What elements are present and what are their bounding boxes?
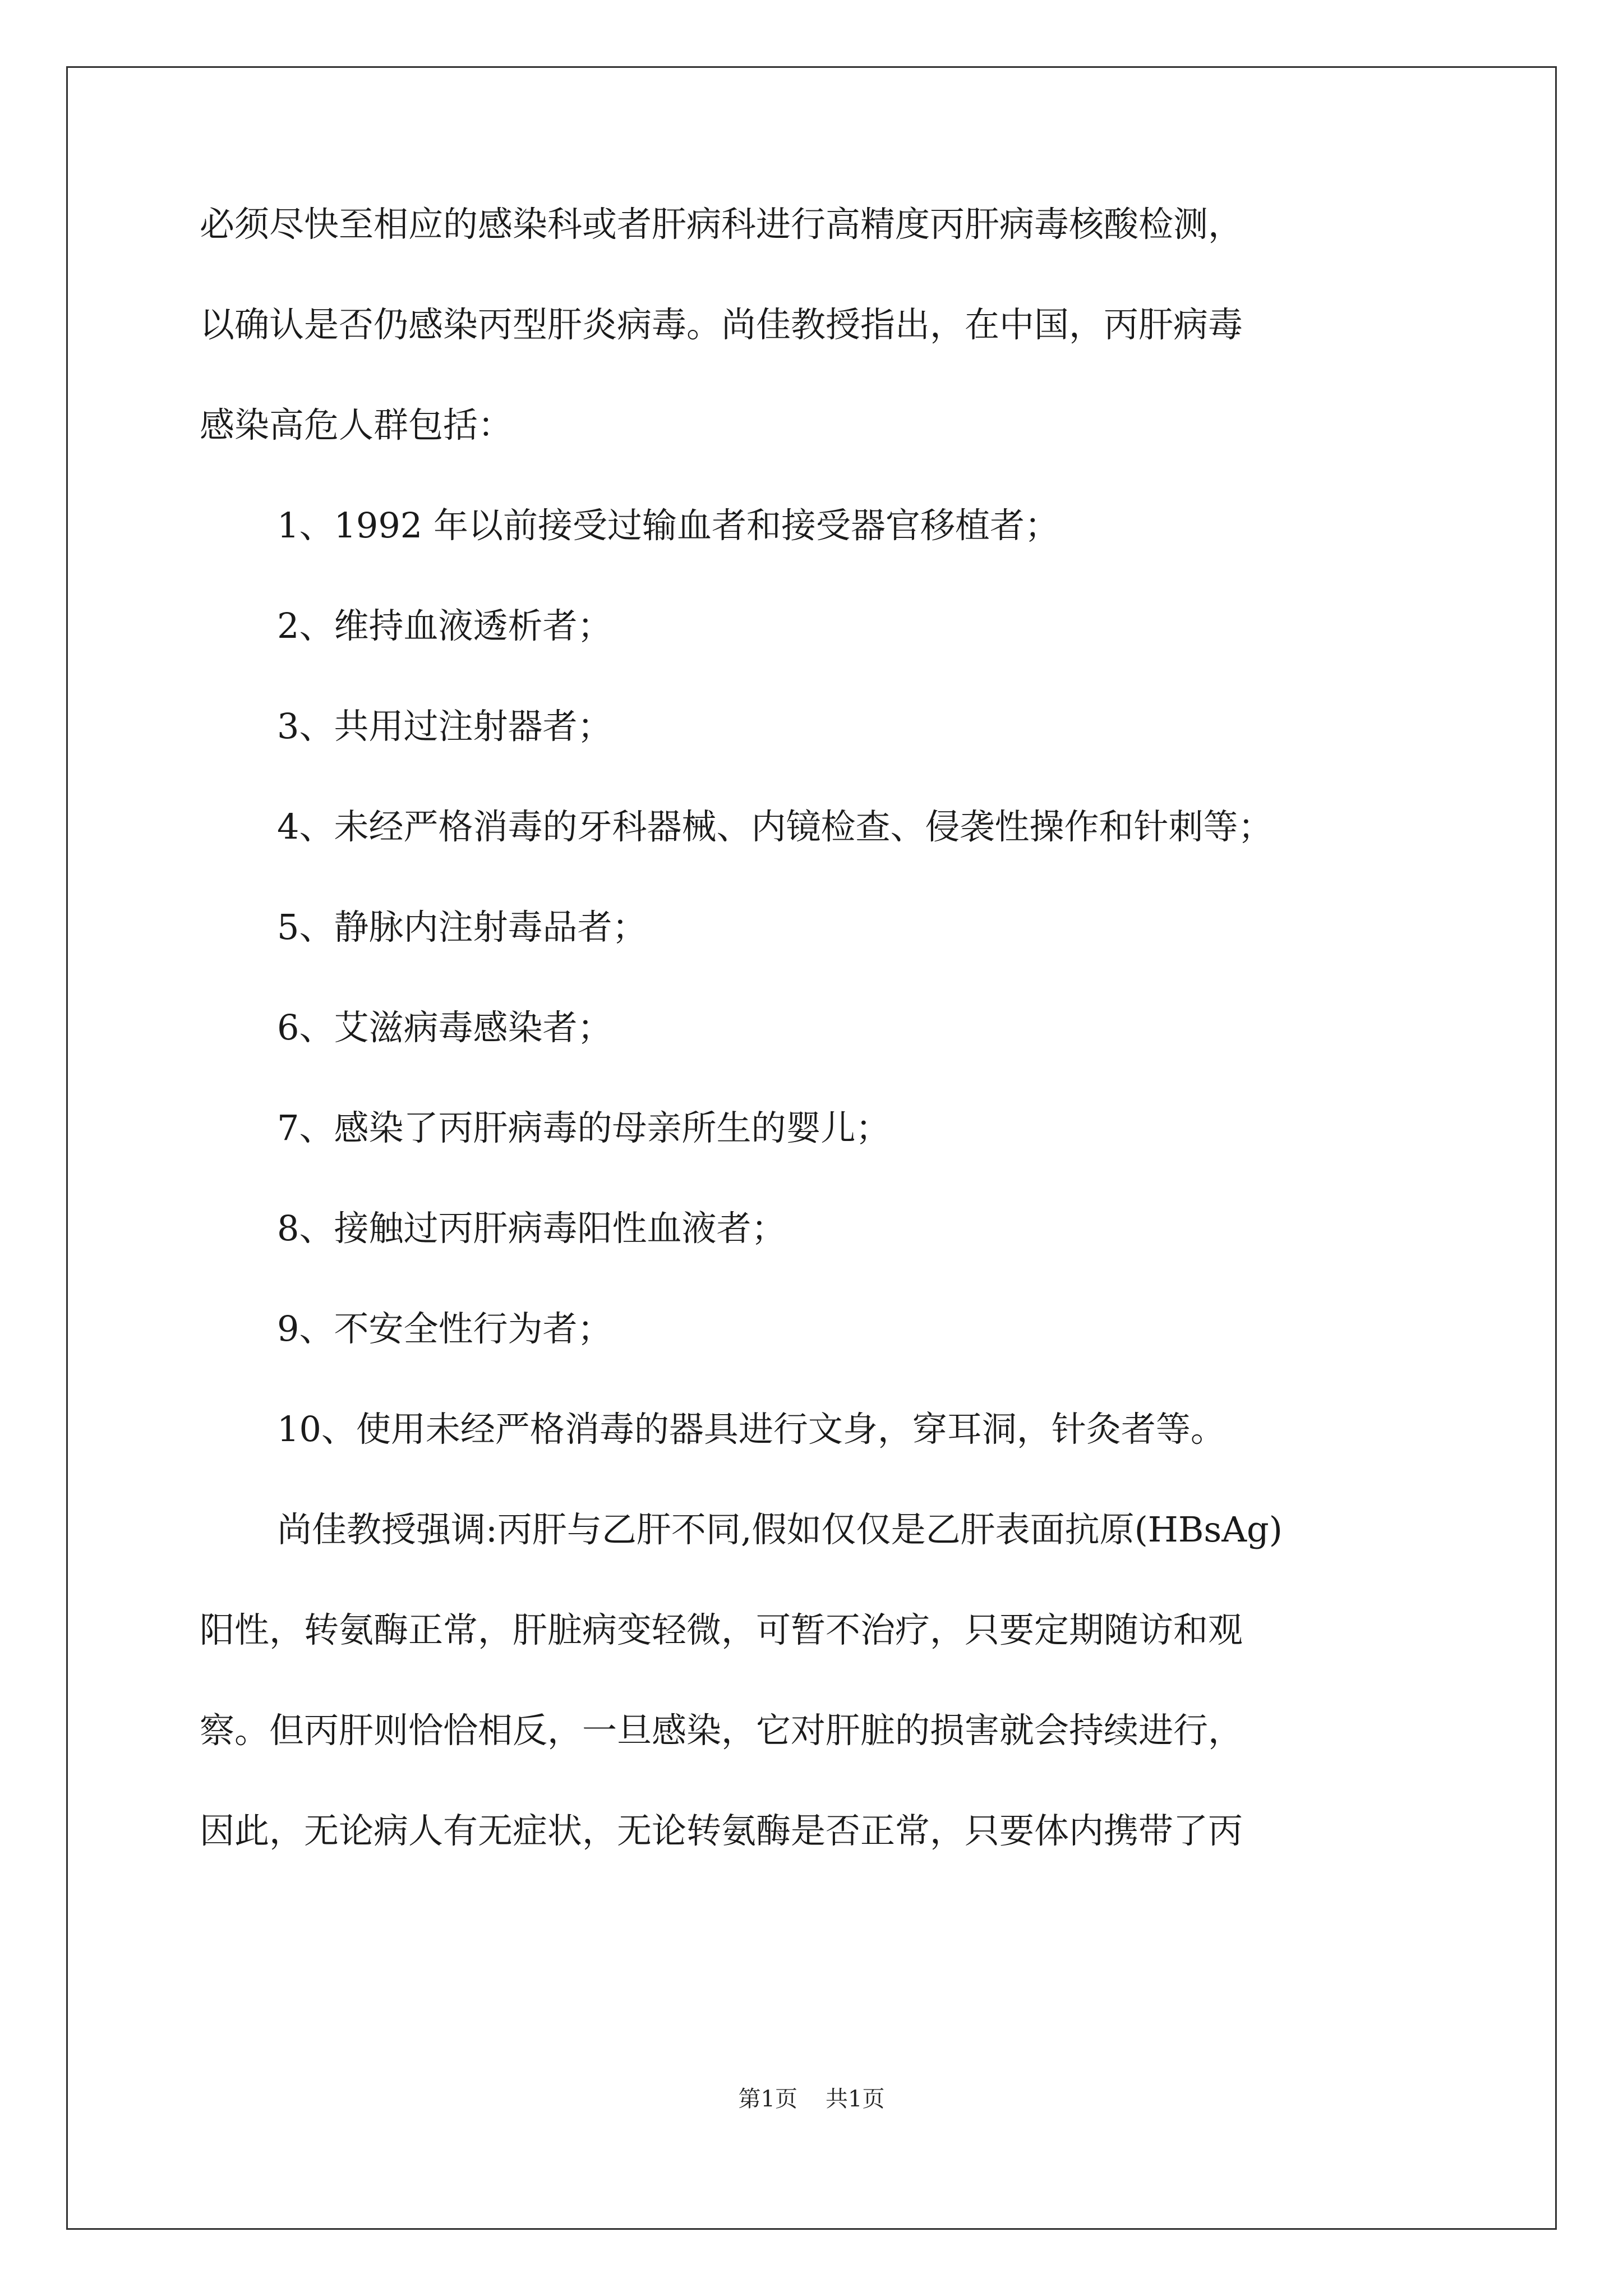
page-footer bbox=[0, 2086, 1623, 2113]
document-body bbox=[200, 205, 1428, 1912]
body-line: 因此，无论病人有无症状，无论转氨酶是否正常，只要体内携带了丙 bbox=[200, 1810, 1243, 1851]
body-line: 感染高危人群包括： bbox=[200, 404, 513, 445]
list-item: 7、感染了丙肝病毒的母亲所生的婴儿； bbox=[277, 1107, 891, 1148]
page-number: 第1页 bbox=[738, 2086, 797, 2112]
list-item: 4、未经严格消毒的牙科器械、内镜检查、侵袭性操作和针刺等； bbox=[277, 806, 1273, 847]
list-item: 9、不安全性行为者； bbox=[277, 1308, 612, 1349]
list-item: 2、维持血液透析者； bbox=[277, 605, 612, 646]
list-item: 8、接触过丙肝病毒阳性血液者； bbox=[277, 1208, 786, 1249]
list-item: 5、静脉内注射毒品者； bbox=[277, 907, 647, 947]
list-item: 1、1992 年以前接受过输血者和接受器官移植者； bbox=[277, 505, 1059, 546]
body-line: 阳性，转氨酶正常，肝脏病变轻微，可暂不治疗，只要定期随访和观 bbox=[200, 1609, 1243, 1650]
list-item: 6、艾滋病毒感染者； bbox=[277, 1007, 612, 1048]
list-item: 10、使用未经严格消毒的器具进行文身，穿耳洞，针灸者等。 bbox=[277, 1409, 1225, 1450]
paragraph-start: 尚佳教授强调:丙肝与乙肝不同,假如仅仅是乙肝表面抗原(HBsAg) bbox=[277, 1509, 1283, 1550]
body-line: 以确认是否仍感染丙型肝炎病毒。尚佳教授指出，在中国，丙肝病毒 bbox=[200, 304, 1243, 345]
body-line: 察。但丙肝则恰恰相反，一旦感染，它对肝脏的损害就会持续进行， bbox=[200, 1710, 1243, 1751]
list-item: 3、共用过注射器者； bbox=[277, 706, 612, 747]
page-total: 共1页 bbox=[826, 2086, 885, 2112]
body-line: 必须尽快至相应的感染科或者肝病科进行高精度丙肝病毒核酸检测， bbox=[200, 204, 1243, 245]
